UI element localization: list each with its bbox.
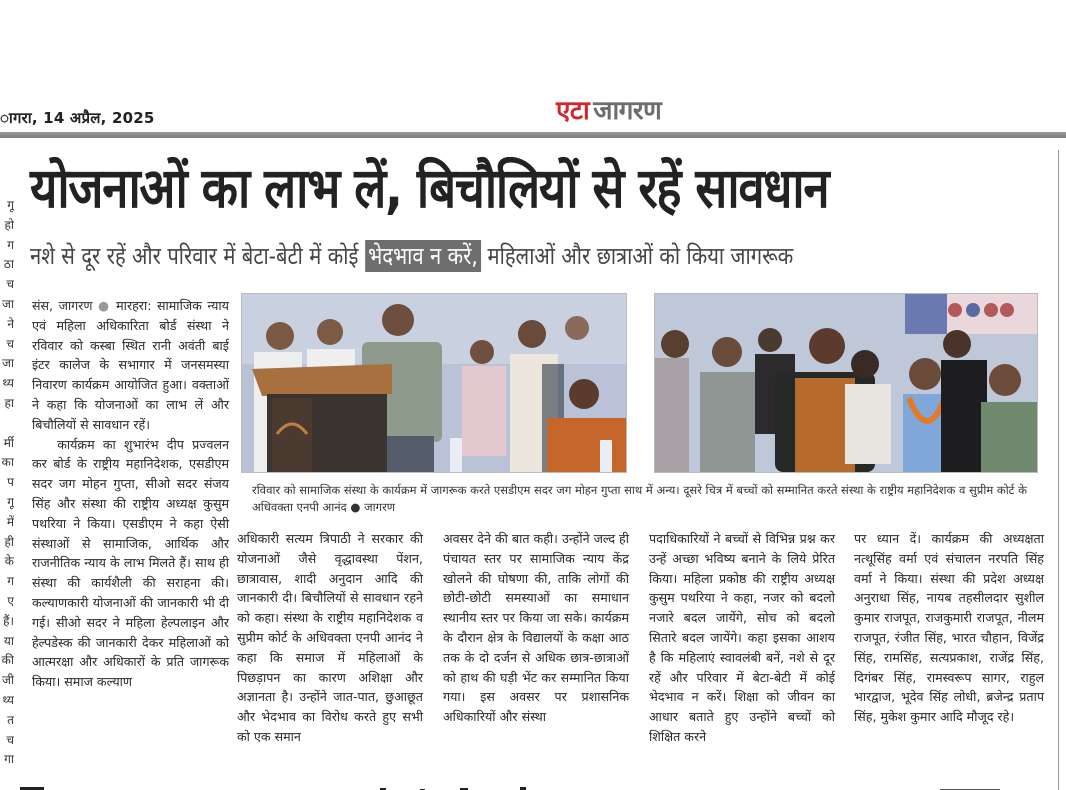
subheadline — [30, 236, 954, 276]
caption-credit: जागरण — [364, 500, 396, 514]
caption-text: रविवार को सामाजिक संस्था के कार्यक्रम में जागरूक करते एसडीएम सदर जग मोहन गुप्ता साथ में अन्य। दूसरे चित्र में बच्चों को सम्मानित करते संस्था के राष्ट्रीय महानिदेशक व सुप्रीम कोर्ट के अधिवक्ता एनपी आनंद — [252, 483, 1027, 514]
edge-fragment: हा — [4, 395, 14, 410]
dateline-location: मारहरा: — [116, 298, 152, 313]
masthead-grey: जागरण — [593, 96, 662, 126]
lead-paragraph — [32, 296, 229, 435]
edge-fragment: ग — [7, 237, 14, 252]
article-column-1 — [32, 296, 229, 692]
photo-podium-speech — [241, 293, 627, 473]
edge-fragment: थ्य — [2, 692, 14, 707]
paragraph-2: कार्यक्रम का शुभारंभ दीप प्रज्वलन कर बोर्ड के राष्ट्रीय महानिदेशक, एसडीएम सदर जग मोहन गुप्ता, सीओ सदर संजय सिंह और संस्था की राष्ट्रीय अध्यक्ष कुसुम पथरिया ने किया। एसडीएम ने कहा ऐसी संस्थाओं से सामाजिक, आर्थिक और राजनीतिक न्याय के लाभ मिलते हैं। साथ ही संस्था की कार्यशैली की सराहना की। कल्याणकारी योजनाओं की जानकारी भी दी गई। सीओ सदर ने महिला हेल्पलाइन और हेल्पडेस्क की जानकारी देकर महिलाओं को आत्मरक्षा और अधिकारों के प्रति जागरूक किया। समाज कल्याण — [32, 436, 229, 690]
page-frame-line — [1058, 150, 1059, 790]
headline: योजनाओं का लाभ लें, बिचौलियों से रहें सावधान — [30, 156, 829, 220]
edge-fragment: च — [6, 336, 14, 351]
subhead-part1: नशे से दूर रहें और परिवार में बेटा-बेटी में कोई — [30, 242, 359, 270]
article-column-4: पदाधिकारियों ने बच्चों से विभिन्न प्रश्न कर उन्हें अच्छा भविष्य बनाने के लिये प्रेरित किया। महिला प्रकोष्ठ की राष्ट्रीय अध्यक्ष कुसुम पथरिया ने कहा, नजर को बदलो नजारे बदल जायेंगे, सोच को बदलो सितारे बदल जायेंगे। कहा इसका आशय है कि महिलाएं स्वावलंबी बनें, नशे से दूर रहें और परिवार में बेटा-बेटी में कोई भेदभाव न करें। शिक्षा को जीवन का आधार बताते हुए उन्होंने बच्चों को शिक्षित करने — [649, 531, 835, 744]
edge-fragment: में — [6, 514, 14, 529]
edge-fragment: थ्य — [2, 376, 14, 391]
edge-fragment: या — [3, 633, 14, 648]
edge-fragment: प — [7, 475, 14, 490]
edge-fragment: हो — [4, 217, 14, 232]
bullet-dot-icon: ● — [350, 500, 361, 514]
article-column-5: पर ध्यान दें। कार्यक्रम की अध्यक्षता नत्थूसिंह वर्मा एवं संचालन नरपति सिंह वर्मा ने किया। संस्था की प्रदेश अध्यक्ष अनुराधा सिंह, नायब तहसीलदार सुशील कुमार राजपूत, राजकुमारी राजपूत, नीलम राजपूत, रंजीत सिंह, भारत चौहान, विजेंद्र सिंह, रामसिंह, सत्यप्रकाश, राजेंद्र सिंह, दिगंबर सिंह, रामस्वरूप सागर, राहुल भारद्वाज, भूदेव सिंह लोधी, ब्रजेन्द्र प्रताप सिंह, मुकेश कुमार आदि मौजूद रहे। — [854, 531, 1044, 725]
paragraph-text: सामाजिक न्याय एवं महिला अधिकारिता बोर्ड संस्था ने रविवार को कस्बा स्थित रानी अवंती बाई इंटर कालेज के सभागार में जनसमस्या निवारण कार्यक्रम आयोजित हुआ। वक्ताओं ने कहा कि योजनाओं का लाभ लें और बिचौलियों से सावधान रहें। — [32, 298, 229, 432]
edge-fragment: गू — [7, 198, 14, 212]
edge-fragment: च — [6, 277, 14, 292]
edge-fragment: ठा — [3, 257, 14, 272]
edge-fragment — [0, 414, 14, 434]
edge-fragment: के — [4, 554, 14, 569]
edge-fragment: र्मी — [3, 435, 14, 450]
subhead-part2: महिलाओं और छात्राओं को किया जागरूक — [487, 242, 794, 270]
masthead-red: एटा — [556, 96, 590, 126]
edge-fragment: ने — [7, 316, 14, 331]
edge-fragment: त — [7, 712, 14, 727]
header-rule — [0, 132, 1066, 138]
edge-fragment: जा — [1, 296, 14, 311]
edge-fragment: ए — [7, 593, 14, 608]
edge-fragment: ग — [7, 574, 14, 589]
photo-image-icon — [242, 294, 626, 472]
article-column-3: अवसर देने की बात कही। उन्होंने जल्द ही पंचायत स्तर पर सामाजिक न्याय केंद्र खोलने की घोषणा की, ताकि लोगों की छोटी-छोटी समस्याओं का समाधान स्थानीय स्तर पर किया जा सके। कार्यक्रम के दौरान क्षेत्र के विद्यालयों के कक्षा आठ तक के दो दर्जन से अधिक छात्र-छात्राओं को हाथ की घड़ी भेंट कर सम्मानित किया गया। इस अवसर पर प्रशासनिक अधिकारियों और संस्था — [443, 531, 629, 725]
edge-fragment: गा — [4, 752, 14, 767]
edge-fragment: जा — [1, 356, 14, 371]
byline: संस, जागरण — [32, 298, 93, 313]
article-column-2: अधिकारी सत्यम त्रिपाठी ने सरकार की योजनाओं जैसे वृद्धावस्था पेंशन, छात्रावास, शादी अनुदान आदि की जानकारी दी। बिचौलियों से सावधान रहने को कहा। संस्था के राष्ट्रीय महानिदेशक व सुप्रीम कोर्ट के अधिवक्ता एनपी आनंद ने कहा कि समाज में महिलाओं के पिछड़ापन का कारण अशिक्षा और अज्ञानता है। उन्होंने जात-पात, छुआछूत और भेदभाव का विरोध करते हुए सभी को एक समान — [237, 531, 423, 744]
subhead-highlight: भेदभाव न करें, — [365, 240, 481, 272]
edge-fragment: की — [1, 653, 14, 668]
dateline: ागरा, 14 अप्रैल, 2025 — [0, 109, 155, 127]
photo-image-icon — [655, 294, 1037, 472]
edge-fragment: ही — [4, 534, 14, 549]
photo-students-honored — [654, 293, 1038, 473]
edge-fragment: का — [1, 455, 14, 470]
edge-fragment: गू — [7, 494, 14, 509]
edge-fragment: च — [6, 732, 14, 747]
edge-fragment: जी — [1, 673, 14, 688]
edge-fragment: हैं। — [3, 613, 14, 628]
photo-caption — [252, 482, 1042, 516]
masthead-logo — [556, 96, 661, 126]
bullet-dot-icon: ● — [98, 298, 111, 313]
adjacent-article-edge — [0, 196, 14, 770]
